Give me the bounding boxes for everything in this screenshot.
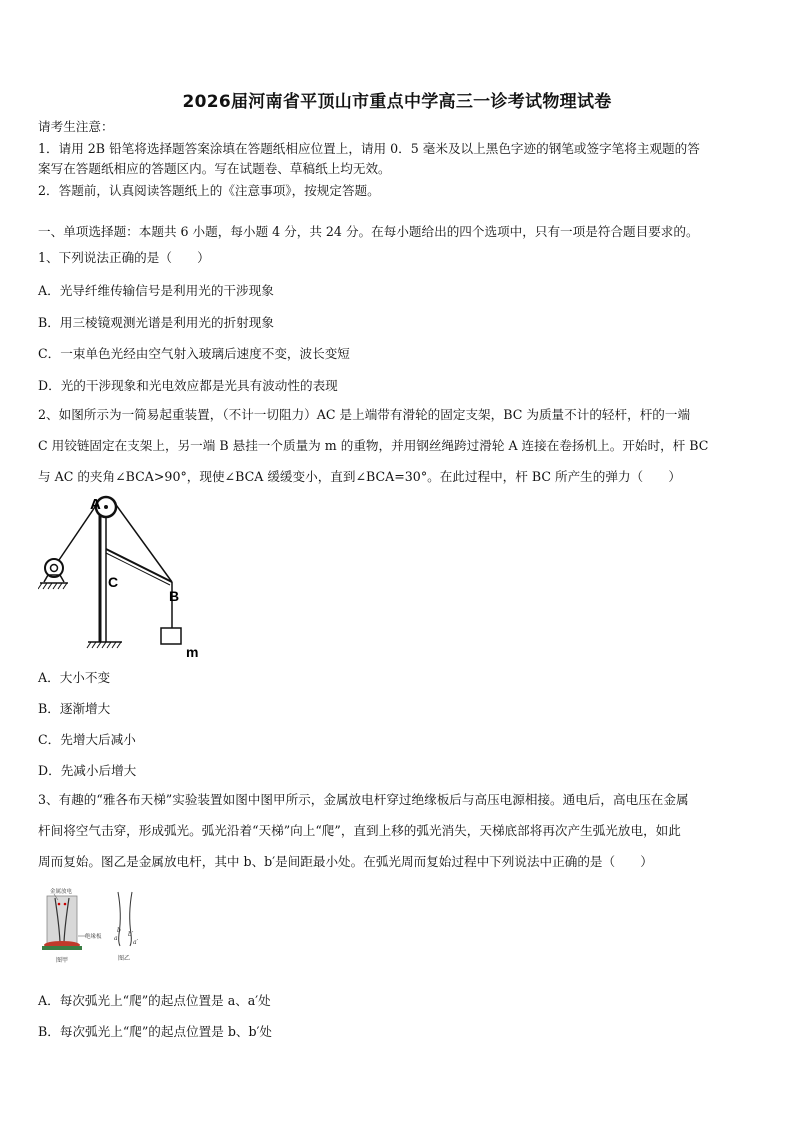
q2-line-2: C 用铰链固定在支架上，另一端 B 悬挂一个质量为 m 的重物，并用钢丝绳跨过滑轮 A 连接在卷扬机上。开始时，杆 BC [38, 438, 709, 453]
label-b: B [169, 588, 180, 604]
q3-line-3: 周而复始。图乙是金属放电杆，其中 b、b′是间距最小处。在弧光周而复始过程中下列说法中正确的是（ ） [38, 854, 653, 869]
label-b: b [117, 927, 121, 934]
base-plate [42, 946, 82, 950]
label-m: m [186, 644, 199, 660]
crane-diagram [38, 492, 208, 662]
label-board: 绝缘板 [85, 934, 102, 940]
q2-option-b: B．逐渐增大 [38, 701, 111, 716]
weight-box [161, 628, 181, 644]
label-a: a [114, 935, 118, 942]
q2-option-d: D．先减小后增大 [38, 763, 137, 778]
notice-line-1b: 案写在答题纸相应的答题区内。写在试题卷、草稿纸上均无效。 [38, 161, 391, 176]
jacobs-ladder-diagram [38, 884, 148, 968]
q2-line-3: 与 AC 的夹角∠BCA>90°，现使∠BCA 缓缓变小，直到∠BCA=30°。在此过程中，杆 BC 所产生的弹力（ ） [38, 469, 681, 484]
section-heading: 一、单项选择题：本题共 6 小题，每小题 4 分，共 24 分。在每小题给出的四个选项中，只有一项是符合题目要求的。 [38, 224, 699, 239]
label-a-prime: a′ [133, 939, 138, 946]
label-yi: 图乙 [118, 955, 131, 962]
q2-option-c: C．先增大后减小 [38, 732, 136, 747]
q3-line-2: 杆间将空气击穿，形成弧光。弧光沿着“天梯”向上“爬”，直到上移的弧光消失，天梯底部将再次产生弧光放电，如此 [38, 823, 681, 838]
label-rod: 金属放电 [50, 889, 73, 895]
q1-option-a: A．光导纤维传输信号是利用光的干涉现象 [38, 283, 274, 298]
rope-ab [114, 502, 172, 582]
q3-option-a: A．每次弧光上“爬”的起点位置是 a、a′处 [38, 993, 271, 1008]
label-b-prime: b′ [128, 931, 134, 938]
page-title: 2026届河南省平顶山市重点中学高三一诊考试物理试卷 [182, 92, 612, 112]
notice-heading: 请考生注意： [38, 119, 114, 134]
q3-option-b: B．每次弧光上“爬”的起点位置是 b、b′处 [38, 1024, 273, 1039]
q1-option-d: D．光的干涉现象和光电效应都是光具有波动性的表现 [38, 378, 338, 393]
notice-line-1a: 1．请用 2B 铅笔将选择题答案涂填在答题纸相应位置上，请用 0．5 毫米及以上黑色字迹的钢笔或签字笔将主观题的答 [38, 141, 700, 156]
q2-option-a: A．大小不变 [38, 670, 111, 685]
electrode-left [118, 892, 120, 946]
notice-line-2: 2．答题前，认真阅读答题纸上的《注意事项》，按规定答题。 [38, 183, 380, 198]
q1-option-c: C．一束单色光经由空气射入玻璃后速度不变，波长变短 [38, 346, 350, 361]
q1-option-b: B．用三棱镜观测光谱是利用光的折射现象 [38, 315, 274, 330]
q1-stem: 1、下列说法正确的是（ ） [38, 250, 210, 265]
glass-cylinder [47, 896, 77, 946]
q2-line-1: 2、如图所示为一简易起重装置，（不计一切阻力）AC 是上端带有滑轮的固定支架，BC 为质量不计的轻杆，杆的一端 [38, 407, 691, 422]
label-c: C [108, 574, 119, 590]
label-jia: 图甲 [56, 957, 69, 964]
label-a: A [90, 496, 101, 513]
q3-line-1: 3、有趣的“雅各布天梯”实验装置如图中图甲所示，金属放电杆穿过绝缘板后与高压电源相接。通电后，高电压在金属 [38, 792, 689, 807]
